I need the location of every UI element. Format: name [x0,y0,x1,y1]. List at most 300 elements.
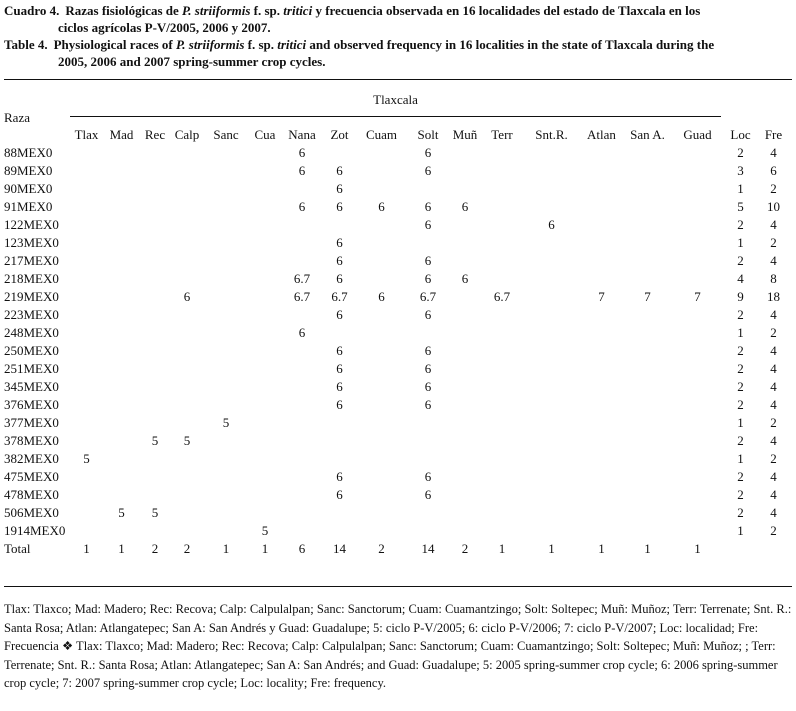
cycle-cell: 6 [424,307,432,322]
cycle-cell [140,234,170,252]
cycle-cell [70,414,103,432]
cycle-cell [204,162,248,180]
cycle-cell [204,324,248,342]
table-row [4,180,790,198]
cycle-cell [140,468,170,486]
cycle-cell [170,198,204,216]
loc-cell: 5 [737,199,744,214]
raza-col-spacer [4,126,70,144]
cycle-cell: 6 [424,379,432,394]
race-name: 377MEX0 [4,415,59,430]
cycle-cell: 6 [298,325,306,340]
cycle-cell: 6 [336,235,343,250]
column-header: Calp [174,127,200,142]
cycle-cell: 6.7 [419,289,437,304]
cycle-cell [480,432,524,450]
cycle-cell [70,504,103,522]
cycle-cell [204,432,248,450]
cycle-cell [70,306,103,324]
fre-cell: 6 [770,163,777,178]
cycle-cell: 6 [336,307,343,322]
cycle-cell [357,144,406,162]
cycle-cell [624,144,671,162]
cycle-cell: 6 [424,469,432,484]
cycle-cell [624,252,671,270]
cycle-cell: 5 [151,433,159,448]
table-caption [4,2,792,70]
cycle-cell: 6 [183,289,191,304]
cycle-cell [204,522,248,540]
cycle-cell [524,162,579,180]
cycle-cell [103,522,140,540]
race-name: 506MEX0 [4,505,59,520]
cycle-cell [357,342,406,360]
cycle-cell [450,360,480,378]
cycle-cell [480,342,524,360]
cycle-cell: 5 [151,505,159,520]
cycle-cell: 6 [336,163,343,178]
cycle-cell [671,360,724,378]
cycle-cell: 6 [424,343,432,358]
cycle-cell: 6 [336,397,343,412]
column-header-summary: Loc [730,127,751,142]
cycle-cell [103,432,140,450]
cycle-cell [524,504,579,522]
cycle-cell [282,342,322,360]
cycle-cell: 6 [424,217,432,232]
table-row [4,162,790,180]
cycle-cell: 5 [222,415,230,430]
loc-cell: 2 [737,487,744,502]
cycle-cell [524,306,579,324]
cycle-cell [357,234,406,252]
table-row [4,144,790,162]
cycle-cell [140,252,170,270]
cycle-cell [671,504,724,522]
cycle-cell [480,378,524,396]
cycle-cell [322,216,357,234]
cycle-cell [624,486,671,504]
cycle-cell [282,414,322,432]
table-row [4,234,790,252]
cycle-cell [248,486,282,504]
cycle-cell: 5 [183,433,191,448]
fre-cell: 4 [770,505,777,520]
cycle-cell [579,522,624,540]
cycle-cell [282,216,322,234]
cycle-cell [248,144,282,162]
cycle-cell [671,216,724,234]
table-row [4,468,790,486]
cycle-cell [170,360,204,378]
table-row [4,252,790,270]
caption-en-after1: and observed frequency in 16 localities in the state of Tlaxcala during the [309,37,715,52]
cycle-cell [450,378,480,396]
race-name: 223MEX0 [4,307,59,322]
cycle-cell [480,198,524,216]
cycle-cell [624,324,671,342]
cycle-cell [140,198,170,216]
column-header: Nana [288,127,316,142]
cycle-cell [671,144,724,162]
cycle-cell [579,450,624,468]
cycle-cell [624,306,671,324]
cycle-cell [70,468,103,486]
cycle-cell [671,342,724,360]
race-name: 123MEX0 [4,235,59,250]
cycle-cell [450,234,480,252]
cycle-cell [524,180,579,198]
caption-en-mid: f. sp. [247,37,275,52]
cycle-cell [480,486,524,504]
caption-es-after2: ciclos agrícolas P-V/2005, 2006 y 2007. [58,20,271,35]
cycle-cell [103,198,140,216]
fre-cell: 4 [770,397,777,412]
cycle-cell [357,324,406,342]
cycle-cell [579,414,624,432]
cycle-cell [103,360,140,378]
column-header: Cua [254,127,276,142]
cycle-cell: 1 [498,541,506,556]
cycle-cell [103,306,140,324]
column-header: Snt.R. [535,127,568,142]
cycle-cell [282,378,322,396]
fre-cell [757,540,790,558]
cycle-cell: 5 [261,523,269,538]
column-header: Mad [109,127,134,142]
cycle-cell [480,360,524,378]
cycle-cell [671,396,724,414]
cycle-cell [140,180,170,198]
race-name: 478MEX0 [4,487,59,502]
cycle-cell [450,306,480,324]
caption-en-species: P. striiformis [176,37,245,52]
cycle-cell [579,504,624,522]
cycle-cell [204,216,248,234]
cycle-cell [170,180,204,198]
fre-cell: 2 [770,451,777,466]
cycle-cell [671,198,724,216]
cycle-cell [70,144,103,162]
cycle-cell [357,252,406,270]
cycle-cell: 6 [548,217,555,232]
region-header: Tlaxcala [373,92,418,107]
race-name: 122MEX0 [4,217,59,232]
cycle-cell [480,468,524,486]
cycle-cell [70,252,103,270]
cycle-cell [579,432,624,450]
footnote: Tlax: Tlaxco; Mad: Madero; Rec: Recova; Calp: Calpulalpan; Sanc: Sanctorum; Cuam: Cuamantzingo; Solt: Soltepec; Muñ: Muñoz; Terr: Terrenate; Snt. R.: Santa Rosa; Atlan: Atlangatepec; San A: San Andrés y Guad: Guadalupe; 5: ciclo P-V/2005; 6: ciclo P-V/2006; 7: ciclo P-V/2007; Loc: localidad; Fre: Frecuencia ❖ Tlax: Tlaxco; Mad: Madero; Rec: Recova; Calp: Calpulalpan; Sanc: Sanctorum; Cuam: Cuamantzingo; Solt: Soltepec; Muñ: Muñoz; ; Terr: Terrenate; Snt. R.: Santa Rosa; Atlan: Atlangatepec; San A: San Andrés; and Guad: Guadalupe; 5: 2005 spring-summer crop cycle; 6: 2006 spring-summer crop cycle; 7: 2007 spring-summer crop cycle; Loc: locality; Fre: frequency. [4,602,792,690]
cycle-cell [103,252,140,270]
cycle-cell: 6 [336,199,343,214]
cycle-cell [140,396,170,414]
fre-cell: 4 [770,469,777,484]
column-header: San A. [630,127,665,142]
fre-cell: 4 [770,145,777,160]
cycle-cell [103,396,140,414]
loc-cell: 1 [737,235,744,250]
caption-en-label: Table 4. [4,37,48,52]
cycle-cell [450,504,480,522]
column-header: Guad [683,127,712,142]
cycle-cell [204,198,248,216]
cycle-cell: 6 [424,487,432,502]
cycle-cell: 1 [118,541,125,556]
cycle-cell [357,180,406,198]
cycle-cell [524,414,579,432]
cycle-cell [70,288,103,306]
cycle-cell [624,180,671,198]
fre-cell: 4 [770,343,777,358]
cycle-cell: 7 [694,289,701,304]
cycle-cell [282,180,322,198]
cycle-cell: 2 [378,541,385,556]
cycle-cell [579,198,624,216]
cycle-cell [103,270,140,288]
top-rule [4,79,792,80]
cycle-cell [170,162,204,180]
cycle-cell: 2 [151,541,159,556]
column-header-summary: Fre [764,127,783,142]
fre-cell: 4 [770,307,777,322]
cycle-cell [322,522,357,540]
cycle-cell [140,216,170,234]
cycle-cell [204,342,248,360]
caption-en-before: Physiological races of [53,37,173,52]
fre-cell: 4 [770,433,777,448]
cycle-cell [248,162,282,180]
cycle-cell: 5 [83,451,90,466]
cycle-cell [624,198,671,216]
cycle-cell [579,342,624,360]
cycle-cell [282,486,322,504]
cycle-cell [140,450,170,468]
cycle-cell [624,378,671,396]
loc-cell: 2 [737,505,744,520]
cycle-cell [204,234,248,252]
cycle-cell: 6 [461,271,469,286]
cycle-cell [624,504,671,522]
cycle-cell [170,252,204,270]
cycle-cell [103,468,140,486]
cycle-cell [480,252,524,270]
race-name: 90MEX0 [4,181,53,196]
cycle-cell [579,270,624,288]
cycle-cell [248,234,282,252]
cycle-cell [248,342,282,360]
cycle-cell: 6 [424,163,432,178]
cycle-cell [524,486,579,504]
cycle-cell [248,450,282,468]
cycle-cell [204,468,248,486]
race-name: 250MEX0 [4,343,59,358]
cycle-cell [248,198,282,216]
loc-cell: 2 [737,397,744,412]
cycle-cell [140,288,170,306]
cycle-cell [671,324,724,342]
column-header: Terr [491,127,513,142]
cycle-cell [70,216,103,234]
caption-en-after2: 2005, 2006 and 2007 spring-summer crop cycles. [58,54,326,69]
cycle-cell [579,144,624,162]
cycle-cell [248,396,282,414]
cycle-cell [204,306,248,324]
cycle-cell [406,414,450,432]
cycle-cell [140,324,170,342]
cycle-cell [103,378,140,396]
table-row [4,396,790,414]
cycle-cell [170,144,204,162]
cycle-cell [248,504,282,522]
cycle-cell: 1 [261,541,269,556]
table-row [4,288,790,306]
cycle-cell [579,468,624,486]
cycle-cell [204,450,248,468]
table-row [4,360,790,378]
cycle-cell [671,162,724,180]
race-name: 89MEX0 [4,163,53,178]
cycle-cell [450,396,480,414]
cycle-cell: 6 [424,361,432,376]
loc-cell: 1 [737,415,744,430]
cycle-cell: 14 [333,541,346,556]
cycle-cell [170,216,204,234]
cycle-cell: 1 [83,541,90,556]
region-underline [70,116,721,117]
cycle-cell [357,270,406,288]
cycle-cell [524,360,579,378]
bottom-rule [4,586,792,587]
cycle-cell [103,486,140,504]
cycle-cell [103,216,140,234]
cycle-cell [524,432,579,450]
cycle-cell [480,414,524,432]
column-header: Atlan [587,127,616,142]
cycle-cell [282,468,322,486]
loc-cell: 9 [737,289,744,304]
cycle-cell [671,468,724,486]
table-row [4,342,790,360]
cycle-cell [671,234,724,252]
cycle-cell: 6 [298,541,306,556]
cycle-cell [204,270,248,288]
cycle-cell [579,396,624,414]
loc-cell: 2 [737,433,744,448]
loc-cell: 1 [737,325,744,340]
cycle-cell: 1 [644,541,651,556]
cycle-cell [671,486,724,504]
cycle-cell [480,504,524,522]
cycle-cell [480,324,524,342]
cycle-cell [103,414,140,432]
fre-cell: 4 [770,253,777,268]
cycle-cell [357,432,406,450]
cycle-cell [70,432,103,450]
cycle-cell [524,144,579,162]
cycle-cell [70,486,103,504]
cycle-cell [140,378,170,396]
cycle-cell [524,342,579,360]
race-name: 219MEX0 [4,289,59,304]
cycle-cell [579,324,624,342]
cycle-cell [170,414,204,432]
cycle-cell [282,522,322,540]
cycle-cell [282,234,322,252]
cycle-cell [357,162,406,180]
cycle-cell [170,396,204,414]
loc-cell: 1 [737,451,744,466]
cycle-cell [406,234,450,252]
column-header: Muñ [452,127,478,142]
caption-es-after1: y frecuencia observada en 16 localidades del estado de Tlaxcala en los [315,3,701,18]
cycle-cell: 6 [424,145,432,160]
cycle-cell [282,252,322,270]
cycle-cell [406,180,450,198]
cycle-cell [248,378,282,396]
cycle-cell [480,162,524,180]
cycle-cell: 6 [336,469,343,484]
cycle-cell [450,144,480,162]
cycle-cell [170,468,204,486]
fre-cell: 2 [770,181,777,196]
fre-cell: 2 [770,235,777,250]
cycle-cell [140,342,170,360]
loc-cell: 4 [737,271,744,286]
cycle-cell [140,306,170,324]
cycle-cell [248,180,282,198]
cycle-cell [282,396,322,414]
cycle-cell [248,468,282,486]
cycle-cell [322,450,357,468]
cycle-cell [204,504,248,522]
loc-cell: 2 [737,379,744,394]
cycle-cell: 1 [694,541,701,556]
column-header: Tlax [74,127,99,142]
cycle-cell: 1 [548,541,555,556]
race-name: 376MEX0 [4,397,59,412]
caption-es-forma: tritici [283,3,313,18]
cycle-cell [450,414,480,432]
races-table [4,126,790,558]
cycle-cell [579,360,624,378]
loc-cell: 2 [737,361,744,376]
cycle-cell [103,144,140,162]
caption-es-label: Cuadro 4. [4,3,60,18]
cycle-cell [170,450,204,468]
race-name: 345MEX0 [4,379,59,394]
loc-cell: 2 [737,343,744,358]
cycle-cell [70,522,103,540]
cycle-cell [671,270,724,288]
cycle-cell: 7 [598,289,605,304]
cycle-cell [248,360,282,378]
fre-cell: 2 [770,325,777,340]
cycle-cell: 6.7 [293,289,311,304]
cycle-cell [524,252,579,270]
race-name: 475MEX0 [4,469,59,484]
cycle-cell: 6 [298,199,306,214]
cycle-cell [140,414,170,432]
cycle-cell [671,378,724,396]
cycle-cell [357,522,406,540]
cycle-cell [406,324,450,342]
cycle-cell: 6 [298,163,306,178]
race-name: 91MEX0 [4,199,53,214]
cycle-cell: 6 [424,271,432,286]
cycle-cell [204,378,248,396]
cycle-cell [103,162,140,180]
cycle-cell [579,306,624,324]
